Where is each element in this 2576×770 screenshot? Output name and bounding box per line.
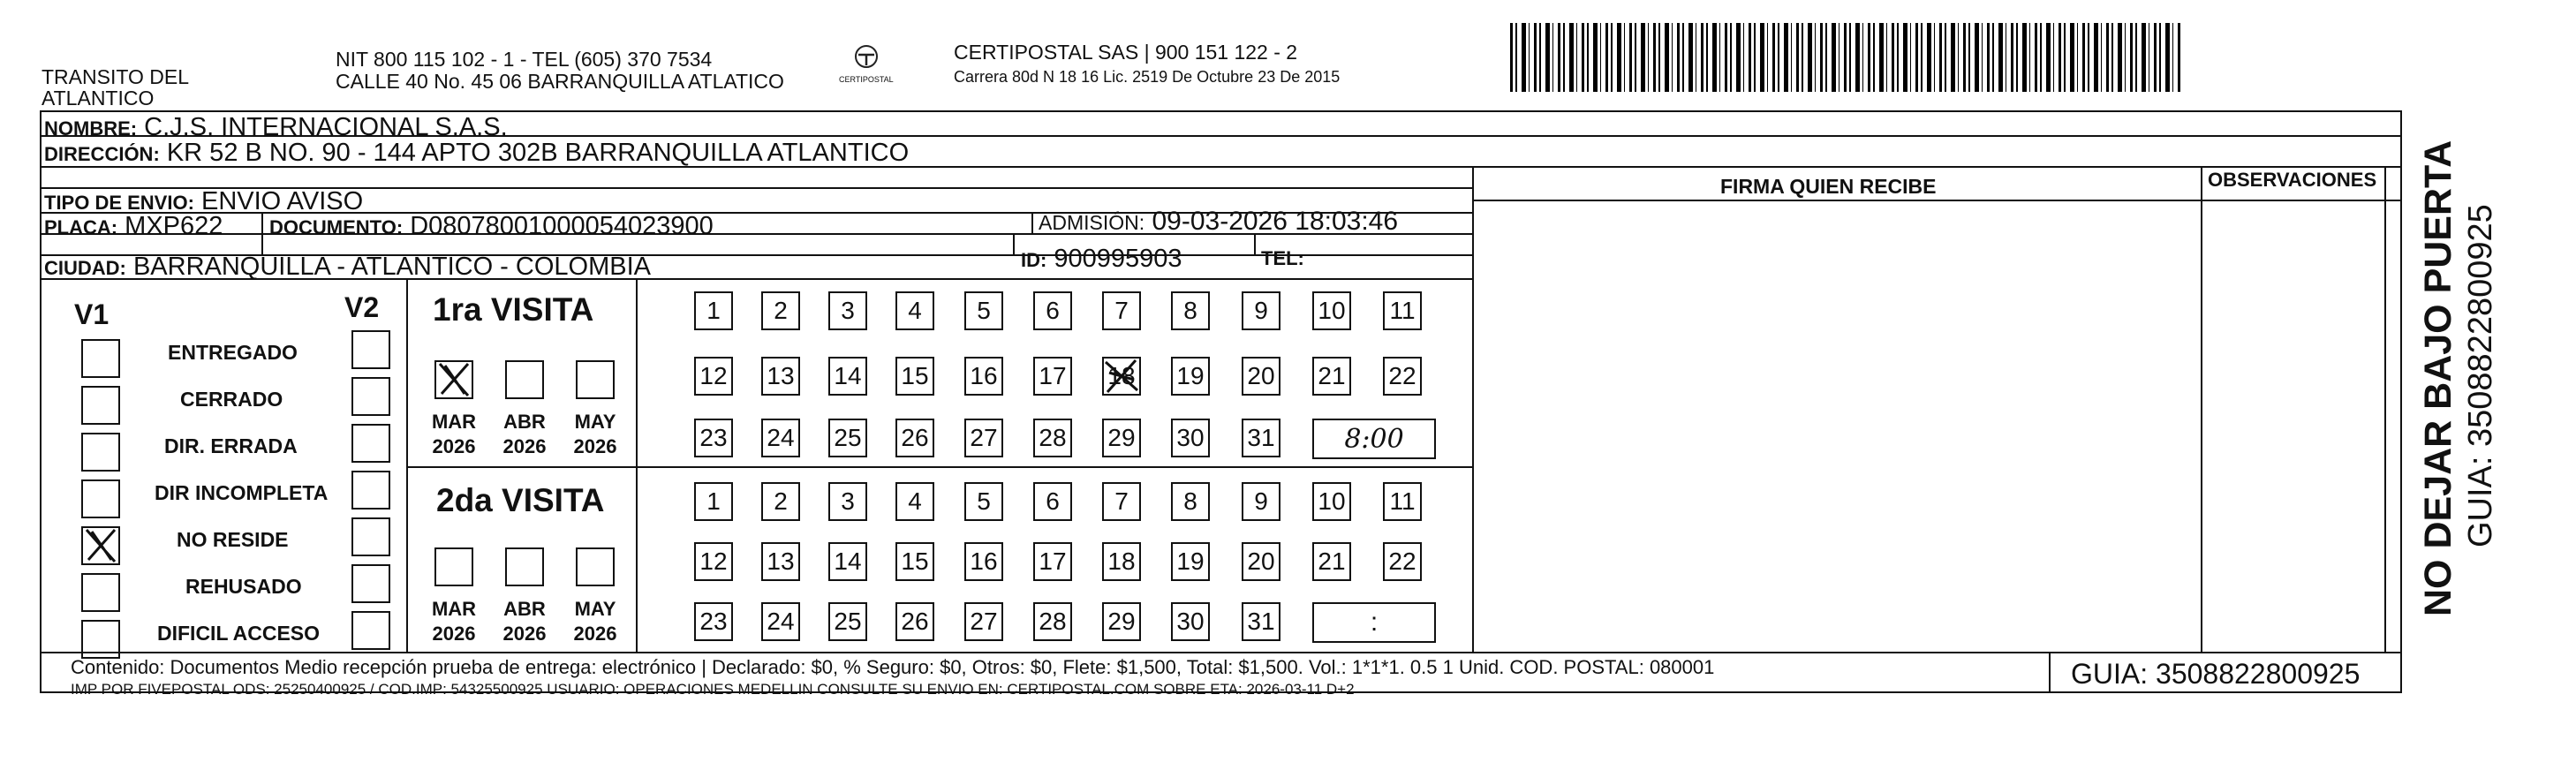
- v2-checkbox[interactable]: [351, 611, 390, 650]
- v2-checkbox[interactable]: [351, 330, 390, 369]
- day-box[interactable]: 18: [1102, 542, 1141, 581]
- v1-checkbox[interactable]: [81, 526, 120, 565]
- side-warning-wrap: [2413, 115, 2466, 618]
- day-box[interactable]: 15: [895, 542, 934, 581]
- day-box[interactable]: 29: [1102, 419, 1141, 457]
- tel-field: [1261, 248, 1304, 269]
- day-box[interactable]: 17: [1033, 542, 1072, 581]
- ciudad-value: BARRANQUILLA - ATLANTICO - COLOMBIA: [132, 253, 651, 281]
- direccion-field: [44, 140, 909, 166]
- month-label: [498, 597, 551, 645]
- day-box[interactable]: 19: [1171, 542, 1210, 581]
- id-value: 900995903: [1054, 245, 1182, 273]
- month-year: 2026: [502, 622, 547, 645]
- day-box[interactable]: 11: [1383, 291, 1422, 330]
- day-box[interactable]: 21: [1312, 542, 1351, 581]
- month-label: [569, 597, 622, 645]
- ciudad-label: CIUDAD:: [44, 257, 126, 279]
- admision-field: [1039, 208, 1398, 235]
- form-frame: [40, 110, 2402, 693]
- v1-label: V1: [74, 298, 110, 330]
- tipo-envio-value: ENVIO AVISO: [200, 187, 364, 215]
- day-box[interactable]: 4: [895, 291, 934, 330]
- status-option-label: NO RESIDE: [177, 528, 289, 551]
- nombre-field: [44, 115, 508, 140]
- month-checkbox[interactable]: [576, 360, 615, 399]
- status-option-label: ENTREGADO: [168, 341, 298, 364]
- day-box[interactable]: 1: [694, 482, 733, 521]
- day-box[interactable]: 2: [761, 482, 800, 521]
- day-box[interactable]: 26: [895, 419, 934, 457]
- month-label: [498, 410, 551, 458]
- day-box[interactable]: 8: [1171, 291, 1210, 330]
- day-box[interactable]: 10: [1312, 482, 1351, 521]
- issuer-name-line1: TRANSITO DEL: [42, 65, 189, 88]
- carrier-logo-icon: [835, 41, 897, 92]
- day-box[interactable]: 31: [1242, 419, 1280, 457]
- v1-checkbox[interactable]: [81, 433, 120, 472]
- placa-label: PLACA:: [44, 216, 118, 238]
- day-box[interactable]: 17: [1033, 357, 1072, 396]
- day-box[interactable]: 23: [694, 602, 733, 641]
- day-box[interactable]: 20: [1242, 542, 1280, 581]
- day-box[interactable]: 31: [1242, 602, 1280, 641]
- day-box[interactable]: 2: [761, 291, 800, 330]
- v2-checkbox[interactable]: [351, 471, 390, 510]
- month-name: MAY: [574, 411, 616, 433]
- day-box[interactable]: [1102, 357, 1141, 396]
- tel-label: TEL:: [1261, 247, 1304, 269]
- day-box[interactable]: 3: [828, 482, 867, 521]
- day-box[interactable]: 26: [895, 602, 934, 641]
- time-box: 8:00: [1312, 419, 1436, 459]
- day-box[interactable]: 9: [1242, 482, 1280, 521]
- v1-checkbox[interactable]: [81, 386, 120, 425]
- v1-checkbox[interactable]: [81, 573, 120, 612]
- v2-checkbox[interactable]: [351, 517, 390, 556]
- month-label: [569, 410, 622, 458]
- day-box[interactable]: 14: [828, 357, 867, 396]
- admision-label: ADMISIÓN:: [1039, 211, 1145, 234]
- v2-checkbox[interactable]: [351, 424, 390, 463]
- day-box[interactable]: 5: [964, 482, 1003, 521]
- v1-checkbox[interactable]: [81, 479, 120, 518]
- day-box[interactable]: 16: [964, 357, 1003, 396]
- day-box[interactable]: 12: [694, 357, 733, 396]
- v2-checkbox[interactable]: [351, 564, 390, 603]
- day-box[interactable]: 13: [761, 357, 800, 396]
- day-box[interactable]: 7: [1102, 482, 1141, 521]
- day-box[interactable]: 14: [828, 542, 867, 581]
- day-box[interactable]: 16: [964, 542, 1003, 581]
- side-guia: GUIA: 3508822800925: [2462, 204, 2499, 547]
- day-box[interactable]: 28: [1033, 602, 1072, 641]
- month-year: 2026: [573, 622, 617, 645]
- first-visit-title: 1ra VISITA: [433, 291, 594, 328]
- month-name: ABR: [503, 411, 546, 433]
- status-option-label: DIR INCOMPLETA: [155, 481, 329, 504]
- month-name: ABR: [503, 598, 546, 620]
- day-box[interactable]: 27: [964, 419, 1003, 457]
- issuer-nit: NIT 800 115 102 - 1 - TEL (605) 370 7534: [336, 48, 713, 71]
- issuer-address: CALLE 40 No. 45 06 BARRANQUILLA ATLATICO: [336, 70, 784, 93]
- day-box[interactable]: 21: [1312, 357, 1351, 396]
- month-checkbox[interactable]: [576, 547, 615, 586]
- issuer-name-line2: ATLANTICO: [42, 87, 155, 109]
- carrier-logo-text: CERTIPOSTAL: [839, 75, 894, 84]
- day-box[interactable]: 10: [1312, 291, 1351, 330]
- footer-print-line: IMP POR FIVEPOSTAL ODS: 25250400925 / COD.IMP: 54325500925 USUARIO: OPERACIONES MEDELLIN CONSULTE SU ENVIO EN: CERTIPOSTAL.COM SOBRE ETA: 2026-03-11 D+2: [71, 681, 1355, 698]
- ciudad-field: [44, 254, 651, 280]
- day-box[interactable]: 20: [1242, 357, 1280, 396]
- day-crossed: 18: [1107, 362, 1136, 389]
- tipo-envio-label: TIPO DE ENVIO:: [44, 192, 194, 214]
- month-name: MAY: [574, 598, 616, 620]
- month-year: 2026: [502, 434, 547, 457]
- month-year: 2026: [573, 434, 617, 457]
- day-box[interactable]: 3: [828, 291, 867, 330]
- status-option-label: DIFICIL ACCESO: [157, 622, 321, 645]
- day-box[interactable]: 25: [828, 419, 867, 457]
- side-guia-wrap: [2460, 168, 2504, 547]
- status-option-label: CERRADO: [180, 388, 283, 411]
- day-box[interactable]: 24: [761, 602, 800, 641]
- day-box[interactable]: 13: [761, 542, 800, 581]
- month-year: 2026: [432, 434, 476, 457]
- day-box[interactable]: 1: [694, 291, 733, 330]
- day-box[interactable]: 30: [1171, 419, 1210, 457]
- status-option-label: REHUSADO: [185, 575, 302, 598]
- documento-value: D08078001000054023900: [410, 212, 714, 240]
- day-box[interactable]: 23: [694, 419, 733, 457]
- day-box[interactable]: 6: [1033, 291, 1072, 330]
- second-visit-title: 2da VISITA: [436, 482, 605, 518]
- month-checkbox[interactable]: [505, 360, 544, 399]
- v2-checkbox[interactable]: [351, 377, 390, 416]
- id-label: ID:: [1021, 249, 1047, 271]
- day-box[interactable]: 7: [1102, 291, 1141, 330]
- placa-value: MXP622: [125, 212, 223, 240]
- v1-checkbox[interactable]: [81, 620, 120, 659]
- month-name: MAR: [431, 411, 477, 433]
- v1-checkbox[interactable]: [81, 339, 120, 378]
- month-name: MAR: [431, 598, 477, 620]
- day-box[interactable]: 30: [1171, 602, 1210, 641]
- status-option-label: DIR. ERRADA: [164, 434, 298, 457]
- day-box[interactable]: 22: [1383, 357, 1422, 396]
- day-box[interactable]: 5: [964, 291, 1003, 330]
- id-field: [1021, 246, 1182, 272]
- month-checkbox[interactable]: [505, 547, 544, 586]
- day-box[interactable]: 15: [895, 357, 934, 396]
- nombre-value: C.J.S. INTERNACIONAL S.A.S.: [144, 113, 508, 141]
- month-checkbox[interactable]: [434, 360, 473, 399]
- day-box[interactable]: 12: [694, 542, 733, 581]
- admision-value: 09-03-2026 18:03:46: [1152, 207, 1399, 236]
- nombre-label: NOMBRE:: [44, 117, 138, 140]
- month-label: [427, 597, 480, 645]
- day-box[interactable]: 9: [1242, 291, 1280, 330]
- direccion-value: KR 52 B NO. 90 - 144 APTO 302B BARRANQUILLA ATLANTICO: [166, 139, 910, 167]
- documento-field: [269, 214, 714, 239]
- day-box[interactable]: 27: [964, 602, 1003, 641]
- footer-guia: GUIA: 3508822800925: [2071, 658, 2361, 690]
- day-box[interactable]: 29: [1102, 602, 1141, 641]
- day-box[interactable]: 28: [1033, 419, 1072, 457]
- month-label: [427, 410, 480, 458]
- day-box[interactable]: 25: [828, 602, 867, 641]
- day-box[interactable]: 4: [895, 482, 934, 521]
- time-box: :: [1312, 602, 1436, 643]
- day-box[interactable]: 22: [1383, 542, 1422, 581]
- direccion-label: DIRECCIÓN:: [44, 143, 160, 165]
- day-box[interactable]: 24: [761, 419, 800, 457]
- day-box[interactable]: 11: [1383, 482, 1422, 521]
- documento-label: DOCUMENTO:: [269, 216, 404, 238]
- month-year: 2026: [432, 622, 476, 645]
- firma-header: FIRMA QUIEN RECIBE: [1720, 175, 1937, 198]
- v2-label: V2: [344, 291, 380, 323]
- day-box[interactable]: 8: [1171, 482, 1210, 521]
- carrier-name: CERTIPOSTAL SAS | 900 151 122 - 2: [954, 41, 1298, 64]
- barcode: [1510, 23, 2181, 92]
- footer-content-line: Contenido: Documentos Medio recepción prueba de entrega: electrónico | Declarado: $0, % Seguro: $0, Otros: $0, Flete: $1,500, Total: $1,500. Vol.: 1*1*1. 0.5 1 Unid. COD. POSTAL: 080001: [71, 656, 1715, 678]
- day-box[interactable]: 6: [1033, 482, 1072, 521]
- observaciones-header: OBSERVACIONES: [2208, 169, 2377, 191]
- carrier-address: Carrera 80d N 18 16 Lic. 2519 De Octubre 23 De 2015: [954, 68, 1341, 86]
- side-warning: NO DEJAR BAJO PUERTA: [2417, 140, 2459, 616]
- day-box[interactable]: 19: [1171, 357, 1210, 396]
- tipo-envio-field: [44, 189, 363, 215]
- month-checkbox[interactable]: [434, 547, 473, 586]
- placa-field: [44, 214, 223, 239]
